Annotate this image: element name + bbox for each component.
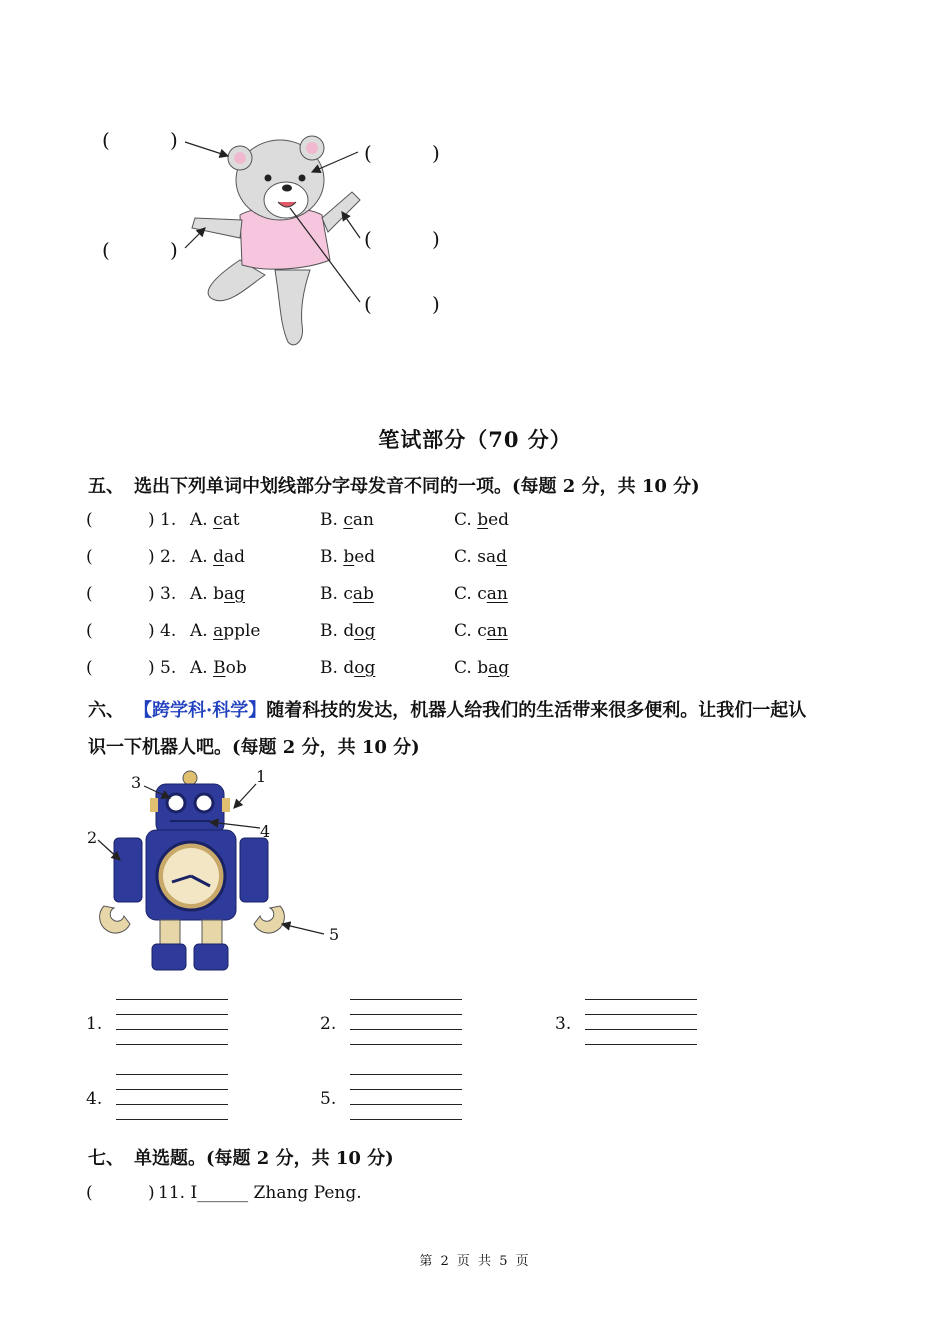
section-instruction: 选出下列单词中划线部分字母发音不同的一项。(每题 2 分，共 10 分) <box>134 476 700 497</box>
question-number: 5. <box>160 658 177 678</box>
option-b[interactable]: B. cab <box>320 584 374 604</box>
page-footer: 第 2 页 共 5 页 <box>419 1254 531 1269</box>
writing-line[interactable] <box>350 1014 462 1015</box>
writing-line[interactable] <box>350 1074 462 1075</box>
section-6-heading-cont <box>88 733 420 759</box>
writing-line[interactable] <box>350 1029 462 1030</box>
answer-paren-open[interactable]: ( <box>86 658 93 678</box>
option-c[interactable]: C. bag <box>454 658 510 678</box>
writing-line[interactable] <box>116 1119 228 1120</box>
blank-close: ) <box>432 141 440 165</box>
option-a[interactable]: A. bag <box>190 584 246 604</box>
question-number: 3. <box>160 584 177 604</box>
question-number: 4. <box>160 621 177 641</box>
writing-line[interactable] <box>116 1029 228 1030</box>
question-number: 2. <box>160 547 177 567</box>
option-c[interactable]: C. bed <box>454 510 510 530</box>
writing-line[interactable] <box>585 1029 697 1030</box>
writing-line[interactable] <box>116 1104 228 1105</box>
option-c[interactable]: C. can <box>454 621 508 641</box>
writing-line[interactable] <box>350 1089 462 1090</box>
section-number: 五、 <box>88 476 124 497</box>
robot-figure <box>84 766 354 976</box>
answer-paren-open[interactable]: ( <box>86 621 93 641</box>
writing-line[interactable] <box>116 1089 228 1090</box>
writing-line[interactable] <box>585 1014 697 1015</box>
writing-line[interactable] <box>116 1074 228 1075</box>
blank-close: ) <box>170 128 178 152</box>
option-b[interactable]: B. bed <box>320 547 376 567</box>
blank-open[interactable]: ( <box>364 141 372 165</box>
blank-close: ) <box>432 227 440 251</box>
blank-open[interactable]: ( <box>364 292 372 316</box>
option-b[interactable]: B. dog <box>320 621 376 641</box>
section-7-heading <box>88 1144 394 1170</box>
answer-label: 5. <box>320 1089 337 1109</box>
answer-paren-close: ) <box>148 621 155 641</box>
question-number: 1. <box>160 510 177 530</box>
answer-label: 1. <box>86 1014 103 1034</box>
blank-open[interactable]: ( <box>102 238 110 262</box>
robot-callout: 3 <box>131 773 142 792</box>
writing-line[interactable] <box>350 999 462 1000</box>
robot-callout: 5 <box>329 925 340 944</box>
answer-label: 4. <box>86 1089 103 1109</box>
answer-label: 3. <box>555 1014 572 1034</box>
option-a[interactable]: A. cat <box>190 510 240 530</box>
blank-close: ) <box>170 238 178 262</box>
section-5-heading <box>88 472 700 498</box>
option-b[interactable]: B. dog <box>320 658 376 678</box>
writing-line[interactable] <box>350 1104 462 1105</box>
answer-paren-open[interactable]: ( <box>86 1183 93 1203</box>
blank-open[interactable]: ( <box>364 227 372 251</box>
section-6-heading <box>88 696 806 722</box>
robot-callout: 1 <box>256 767 267 786</box>
option-a[interactable]: A. apple <box>190 621 261 641</box>
blank-open[interactable]: ( <box>102 128 110 152</box>
writing-line[interactable] <box>585 1044 697 1045</box>
writing-line[interactable] <box>116 1044 228 1045</box>
option-c[interactable]: C. sad <box>454 547 507 567</box>
section-instruction: 单选题。(每题 2 分，共 10 分) <box>134 1148 394 1169</box>
section-instruction-line1: 随着科技的发达，机器人给我们的生活带来很多便利。让我们一起认 <box>266 700 807 721</box>
section-instruction-line2: 识一下机器人吧。(每题 2 分，共 10 分) <box>88 737 420 758</box>
bear-figure <box>90 120 470 360</box>
question-text: 11. I______ Zhang Peng. <box>158 1183 362 1203</box>
subject-tag: 【跨学科·科学】 <box>134 700 267 721</box>
robot-callout: 4 <box>260 822 271 841</box>
answer-paren-close: ) <box>148 547 155 567</box>
answer-paren-close: ) <box>148 584 155 604</box>
writing-line[interactable] <box>116 999 228 1000</box>
section-number: 六、 <box>88 700 124 721</box>
answer-label: 2. <box>320 1014 337 1034</box>
option-c[interactable]: C. can <box>454 584 508 604</box>
answer-paren-close: ) <box>148 658 155 678</box>
answer-paren-open[interactable]: ( <box>86 584 93 604</box>
option-a[interactable]: A. Bob <box>190 658 247 678</box>
option-a[interactable]: A. dad <box>190 547 246 567</box>
blank-close: ) <box>432 292 440 316</box>
section-number: 七、 <box>88 1148 124 1169</box>
answer-paren-close: ) <box>148 510 155 530</box>
writing-line[interactable] <box>350 1119 462 1120</box>
writing-line[interactable] <box>350 1044 462 1045</box>
written-part-title: 笔试部分（70 分） <box>378 427 572 452</box>
answer-paren-open[interactable]: ( <box>86 510 93 530</box>
option-b[interactable]: B. can <box>320 510 374 530</box>
writing-line[interactable] <box>116 1014 228 1015</box>
writing-line[interactable] <box>585 999 697 1000</box>
answer-paren-close: ) <box>148 1183 155 1203</box>
robot-callout: 2 <box>87 828 98 847</box>
answer-paren-open[interactable]: ( <box>86 547 93 567</box>
